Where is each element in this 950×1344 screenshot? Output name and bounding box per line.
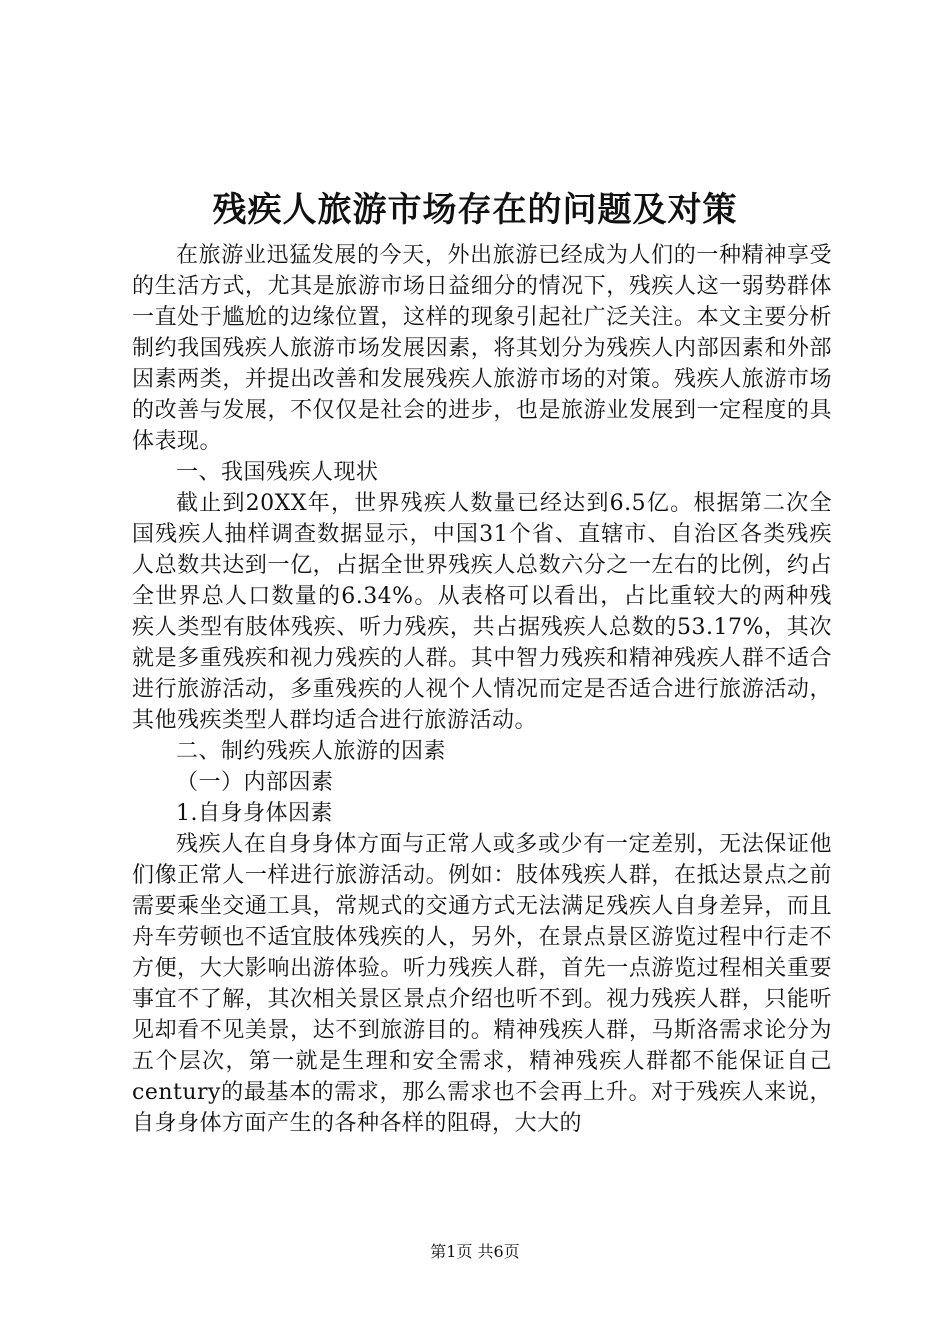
status-paragraph: 截止到20XX年，世界残疾人数量已经达到6.5亿。根据第二次全国残疾人抽样调查数据显示，中国31个省、直辖市、自治区各类残疾人总数共达到一亿，占据全世界残疾人总数六分之一左右的比例，约占全世界总人口数量的6.34%。从表格可以看出，占比重较大的两种残疾人类型有肢体残疾、听力残疾，共占据残疾人总数的53.17%，其次就是多重残疾和视力残疾的人群。其中智力残疾和精神残疾人群不适合进行旅游活动，多重残疾的人视个人情况而定是否适合进行旅游活动，其他残疾类型人群均适合进行旅游活动。 <box>132 491 832 733</box>
section-heading-1: 一、我国残疾人现状 <box>176 460 379 485</box>
intro-paragraph: 在旅游业迅猛发展的今天，外出旅游已经成为人们的一种精神享受的生活方式，尤其是旅游市场日益细分的情况下，残疾人这一弱势群体一直处于尴尬的边缘位置，这样的现象引起社广泛关注。本文主要分析制约我国残疾人旅游市场发展因素，将其划分为残疾人内部因素和外部因素两类，并提出改善和发展残疾人旅游市场的对策。残疾人旅游市场的改善与发展，不仅仅是社会的进步，也是旅游业发展到一定程度的具体表现。 <box>132 243 832 454</box>
document-title: 残疾人旅游市场存在的问题及对策 <box>212 190 738 230</box>
subsection-heading-physical: 1.自身身体因素 <box>176 801 333 826</box>
document-body <box>132 240 832 1139</box>
physical-factors-paragraph: 残疾人在自身身体方面与正常人或多或少有一定差别，无法保证他们像正常人一样进行旅游活动。例如：肢体残疾人群，在抵达景点之前需要乘坐交通工具，常规式的交通方式无法满足残疾人自身差异，而且舟车劳顿也不适宜肢体残疾的人，另外，在景点景区游览过程中行走不方便，大大影响出游体验。听力残疾人群，首先一点游览过程相关重要事宜不了解，其次相关景区景点介绍也听不到。视力残疾人群，只能听见却看不见美景，达不到旅游目的。精神残疾人群，马斯洛需求论分为五个层次，第一就是生理和安全需求，精神残疾人群都不能保证自己century的最基本的需求，那么需求也不会再上升。对于残疾人来说，自身身体方面产生的各种各样的阻碍，大大的 <box>132 832 832 1136</box>
page-number: 第1页 共6页 <box>430 1242 520 1261</box>
section-heading-2: 二、制约残疾人旅游的因素 <box>176 739 447 764</box>
subsection-heading-internal: （一）内部因素 <box>176 770 334 795</box>
